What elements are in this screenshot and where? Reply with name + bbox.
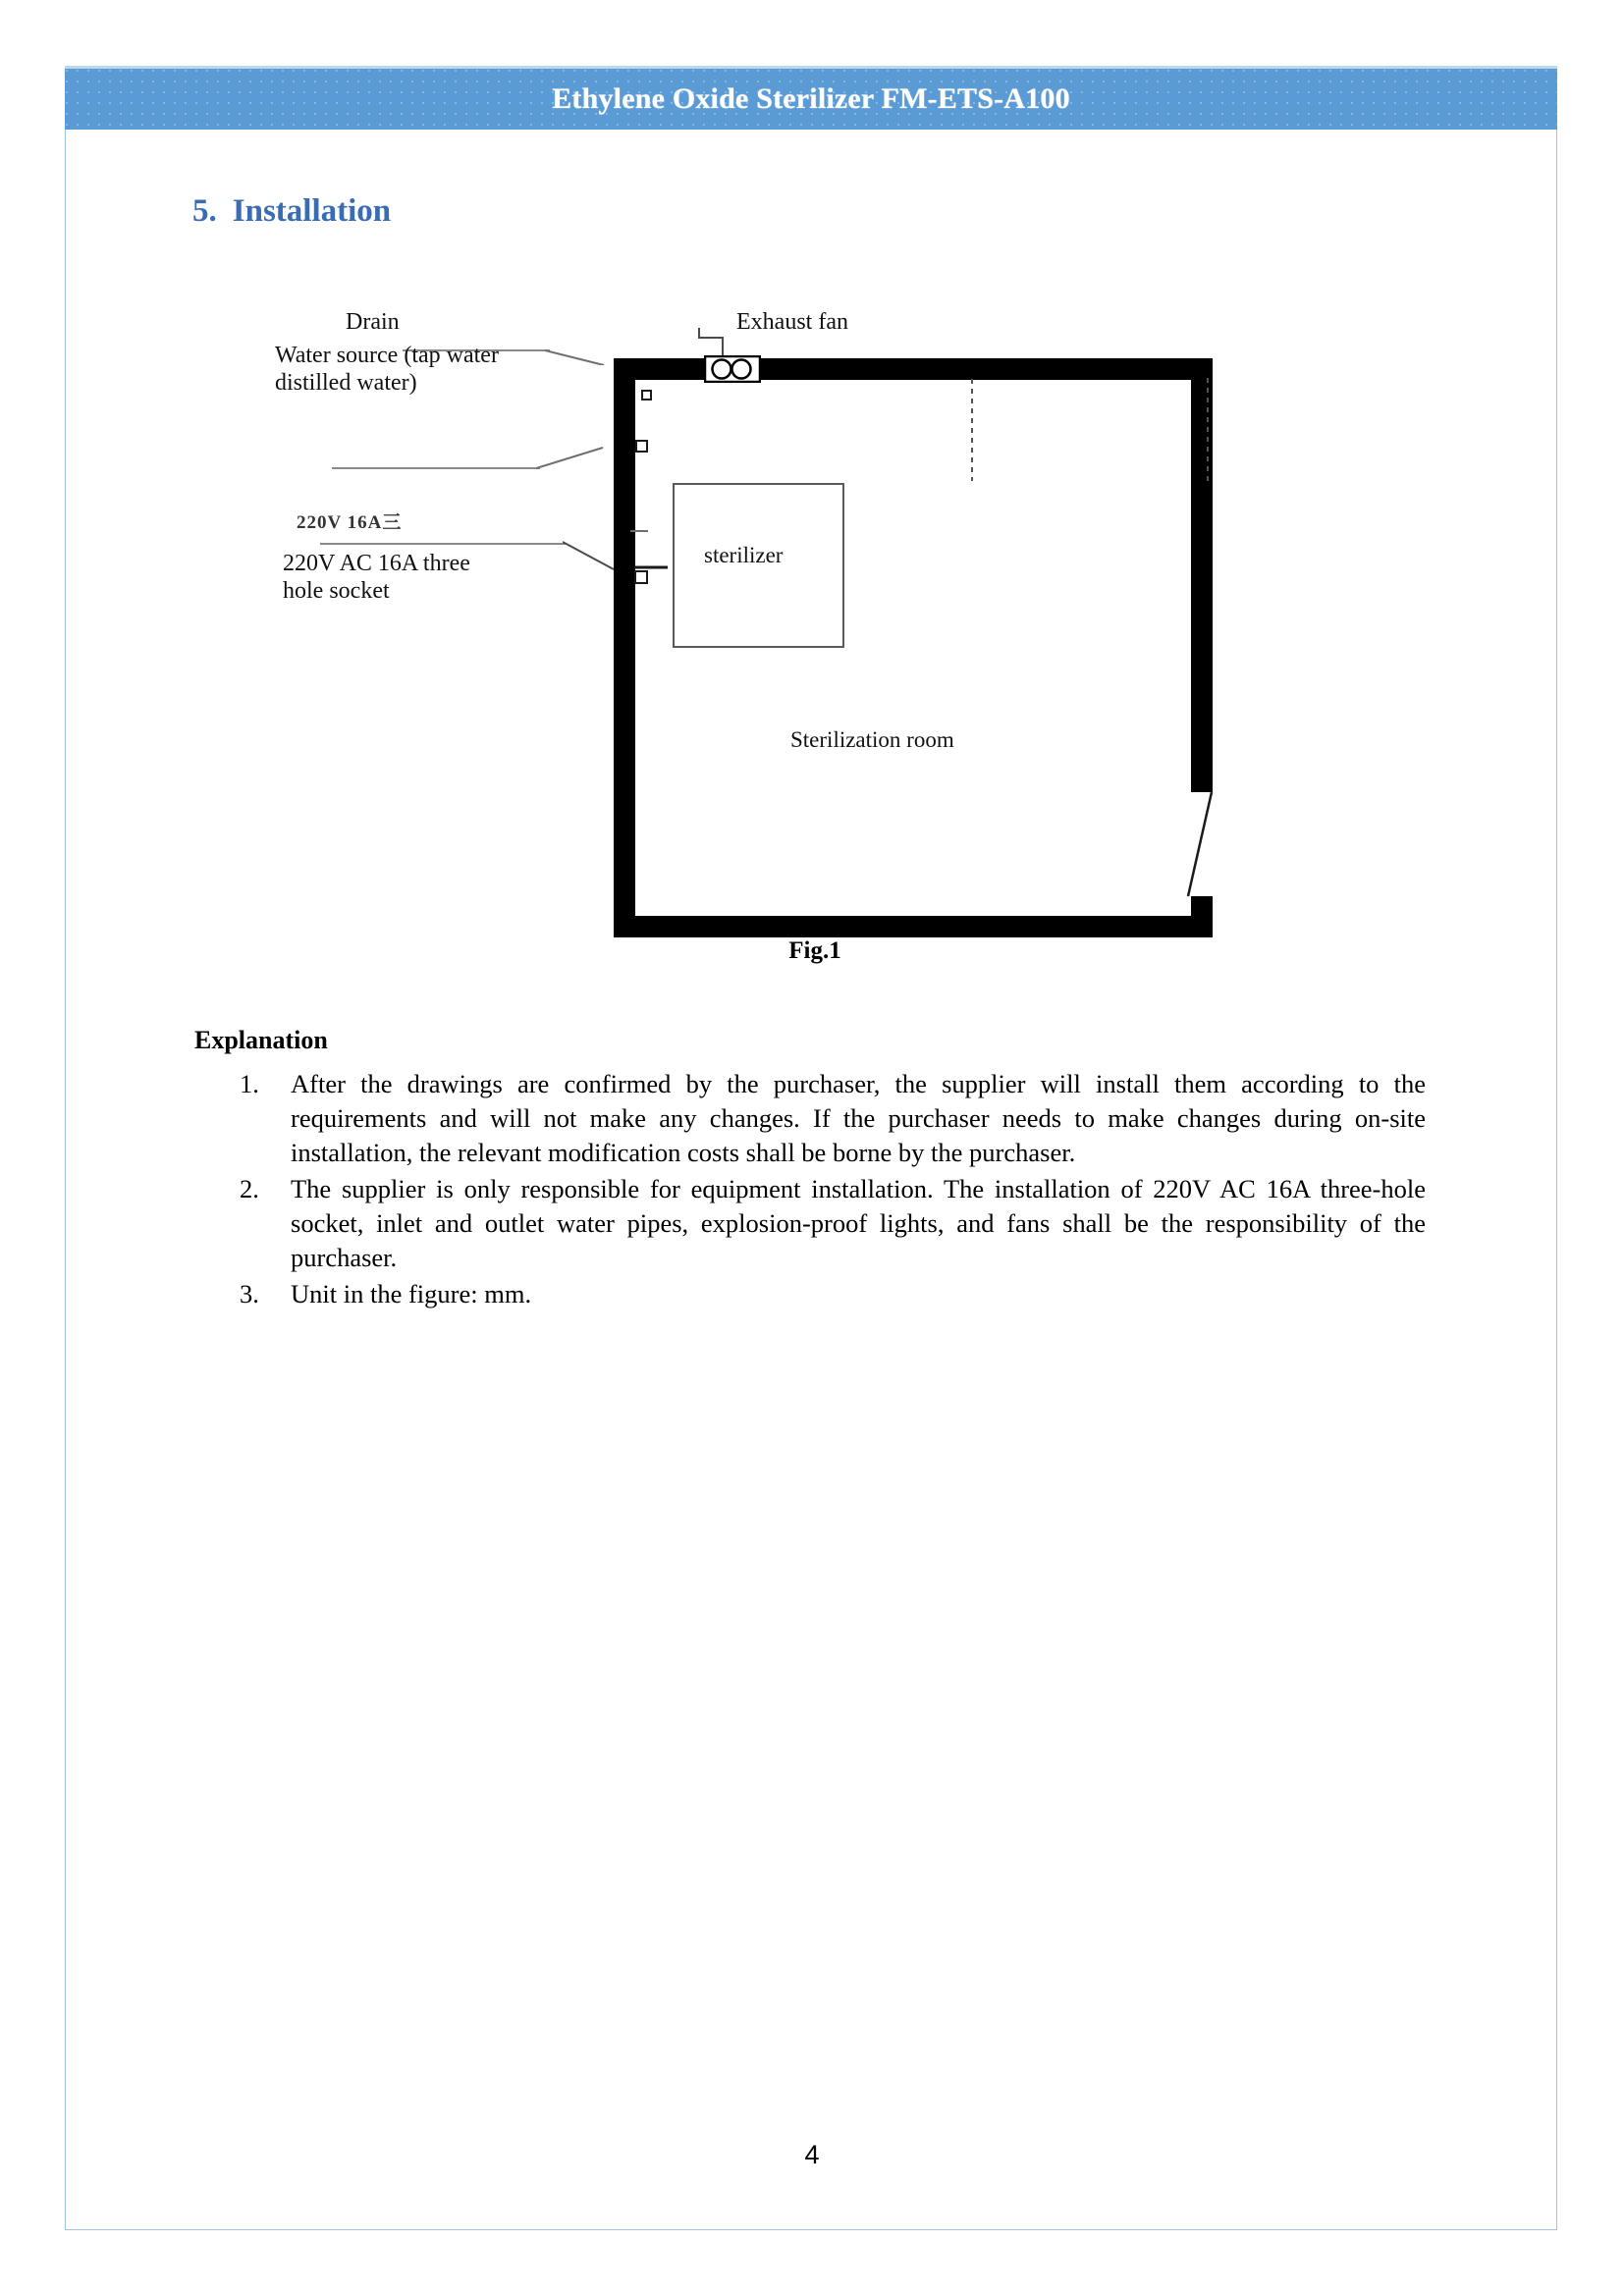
socket-label-line1: 220V AC 16A three xyxy=(283,551,470,576)
door-swing-line xyxy=(1178,790,1227,900)
water-source-label xyxy=(275,342,499,398)
page-number: 4 xyxy=(804,2140,820,2169)
figure-caption: Fig.1 xyxy=(788,937,841,964)
drain-label: Drain xyxy=(346,309,400,335)
drain-leader-diagonal xyxy=(545,334,614,365)
power-socket-fitting-lead xyxy=(634,561,670,573)
explanation-list xyxy=(240,1067,1426,1313)
room-wall-bottom xyxy=(614,916,1213,937)
section-number: 5. xyxy=(192,193,217,229)
water-source-label-line2: distilled water) xyxy=(275,370,417,397)
socket-label xyxy=(283,550,470,606)
explanation-heading: Explanation xyxy=(194,1026,328,1054)
sterilization-room-label: Sterilization room xyxy=(790,727,954,752)
sterilizer-label: sterilizer xyxy=(704,543,784,567)
document-title: Ethylene Oxide Sterilizer FM-ETS-A100 xyxy=(552,82,1070,115)
list-item-marker: 3. xyxy=(240,1278,259,1308)
list-item-marker: 1. xyxy=(240,1069,259,1098)
page-title xyxy=(192,193,391,230)
drain-fitting-icon xyxy=(641,390,652,400)
list-item xyxy=(240,1067,1426,1170)
document-header-banner xyxy=(65,66,1557,130)
water-source-leader-line xyxy=(332,467,540,469)
room-wall-left xyxy=(614,358,635,937)
list-item xyxy=(240,1172,1426,1275)
socket-leader-line xyxy=(320,543,566,545)
list-item xyxy=(240,1277,1426,1311)
room-wall-right-lower xyxy=(1191,896,1213,937)
list-item-text: Unit in the figure: mm. xyxy=(291,1278,532,1308)
water-source-leader-diagonal xyxy=(536,444,615,473)
installation-figure xyxy=(275,294,1257,982)
exhaust-duct-line xyxy=(1203,378,1213,486)
list-item-text: After the drawings are confirmed by the purchaser, the supplier will install them according to the requirements and will not make any changes. If the purchaser needs to make changes during on-site installation, the relevant modification costs shall be borne by the purchaser. xyxy=(291,1069,1426,1167)
socket-small-annotation: 220V 16A三 xyxy=(297,512,403,533)
list-item-text: The supplier is only responsible for equipment installation. The installation of 220V AC 16A three-hole socket, inlet and outlet water pipes, explosion-proof lights, and fans shall be the responsibility of the purchaser. xyxy=(291,1173,1426,1272)
exhaust-fan-icon xyxy=(704,355,761,383)
socket-label-line2: hole socket xyxy=(283,578,390,605)
sterilizer-duct-connector xyxy=(962,379,982,485)
list-item-marker: 2. xyxy=(240,1173,259,1203)
section-title-text: Installation xyxy=(232,193,392,229)
water-inlet-fitting-icon xyxy=(635,440,648,453)
water-source-label-line1: Water source (tap water xyxy=(275,343,499,368)
exhaust-fan-label: Exhaust fan xyxy=(736,309,848,335)
